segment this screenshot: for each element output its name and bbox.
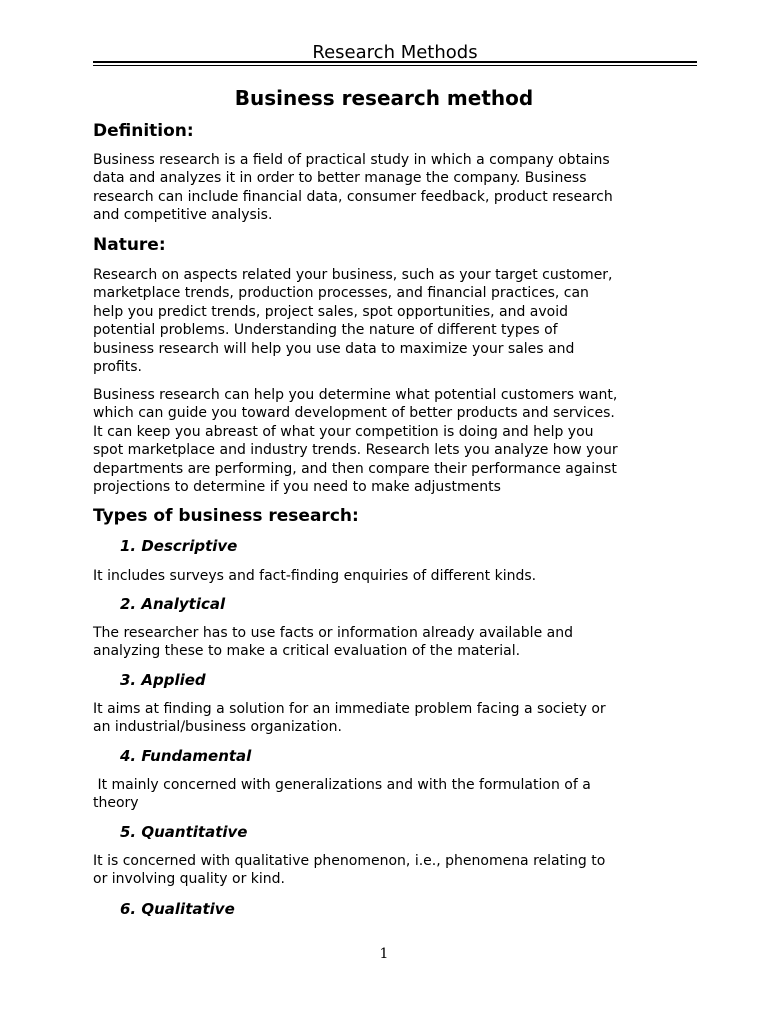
section-heading-nature: Nature: (93, 235, 166, 255)
text-line: data and analyzes it in order to better manage the company. Business (93, 170, 587, 187)
header-double-rule (93, 61, 697, 66)
text-line: It includes surveys and fact-finding enquiries of different kinds. (93, 568, 537, 584)
type-description-analytical (93, 624, 697, 661)
text-line: Research on aspects related your business, such as your target customer, (93, 267, 613, 283)
nature-paragraph-2 (93, 386, 697, 496)
text-line: analyzing these to make a critical evaluation of the material. (93, 643, 521, 660)
text-line: It can keep you abreast of what your competition is doing and help you (93, 423, 594, 440)
text-line: which can guide you toward development of better products and services. (93, 405, 615, 422)
type-heading-descriptive: 1. Descriptive (120, 537, 238, 555)
text-line: and competitive analysis. (93, 207, 273, 224)
section-heading-definition: Definition: (93, 121, 194, 141)
text-line: profits. (93, 358, 142, 375)
text-line: business research will help you use data to maximize your sales and (93, 340, 575, 357)
text-line: an industrial/business organization. (93, 719, 343, 736)
text-line: theory (93, 795, 139, 812)
text-line: potential problems. Understanding the nature of different types of (93, 322, 558, 339)
text-line: It is concerned with qualitative phenomenon, i.e., phenomena relating to (93, 853, 606, 869)
text-line: help you predict trends, project sales, spot opportunities, and avoid (93, 303, 569, 320)
type-heading-fundamental: 4. Fundamental (120, 747, 252, 765)
type-description-descriptive (93, 567, 697, 585)
text-line: The researcher has to use facts or information already available and (93, 625, 573, 641)
page-title: Business research method (234, 86, 534, 110)
text-line: or involving quality or kind. (93, 871, 285, 888)
text-line: Business research is a field of practical study in which a company obtains (93, 152, 610, 168)
type-heading-qualitative: 6. Qualitative (120, 900, 235, 918)
type-description-fundamental (93, 776, 697, 813)
text-line: marketplace trends, production processes, and financial practices, can (93, 285, 589, 302)
type-heading-quantitative: 5. Quantitative (120, 823, 248, 841)
section-heading-types: Types of business research: (93, 506, 359, 526)
text-line: Business research can help you determine what potential customers want, (93, 387, 618, 403)
text-line: It mainly concerned with generalizations and with the formulation of a (93, 777, 591, 793)
text-line: research can include financial data, consumer feedback, product research (93, 188, 613, 205)
type-description-quantitative (93, 852, 697, 889)
type-description-applied (93, 700, 697, 737)
nature-paragraph-1 (93, 266, 697, 376)
text-line: It aims at finding a solution for an immediate problem facing a society or (93, 701, 606, 717)
running-header-title: Research Methods (312, 42, 478, 63)
type-heading-analytical: 2. Analytical (120, 595, 226, 613)
type-heading-applied: 3. Applied (120, 671, 206, 689)
text-line: departments are performing, and then compare their performance against (93, 460, 617, 477)
text-line: spot marketplace and industry trends. Research lets you analyze how your (93, 442, 618, 459)
definition-paragraph (93, 151, 697, 225)
page-number: 1 (379, 946, 389, 962)
text-line: projections to determine if you need to make adjustments (93, 478, 501, 495)
